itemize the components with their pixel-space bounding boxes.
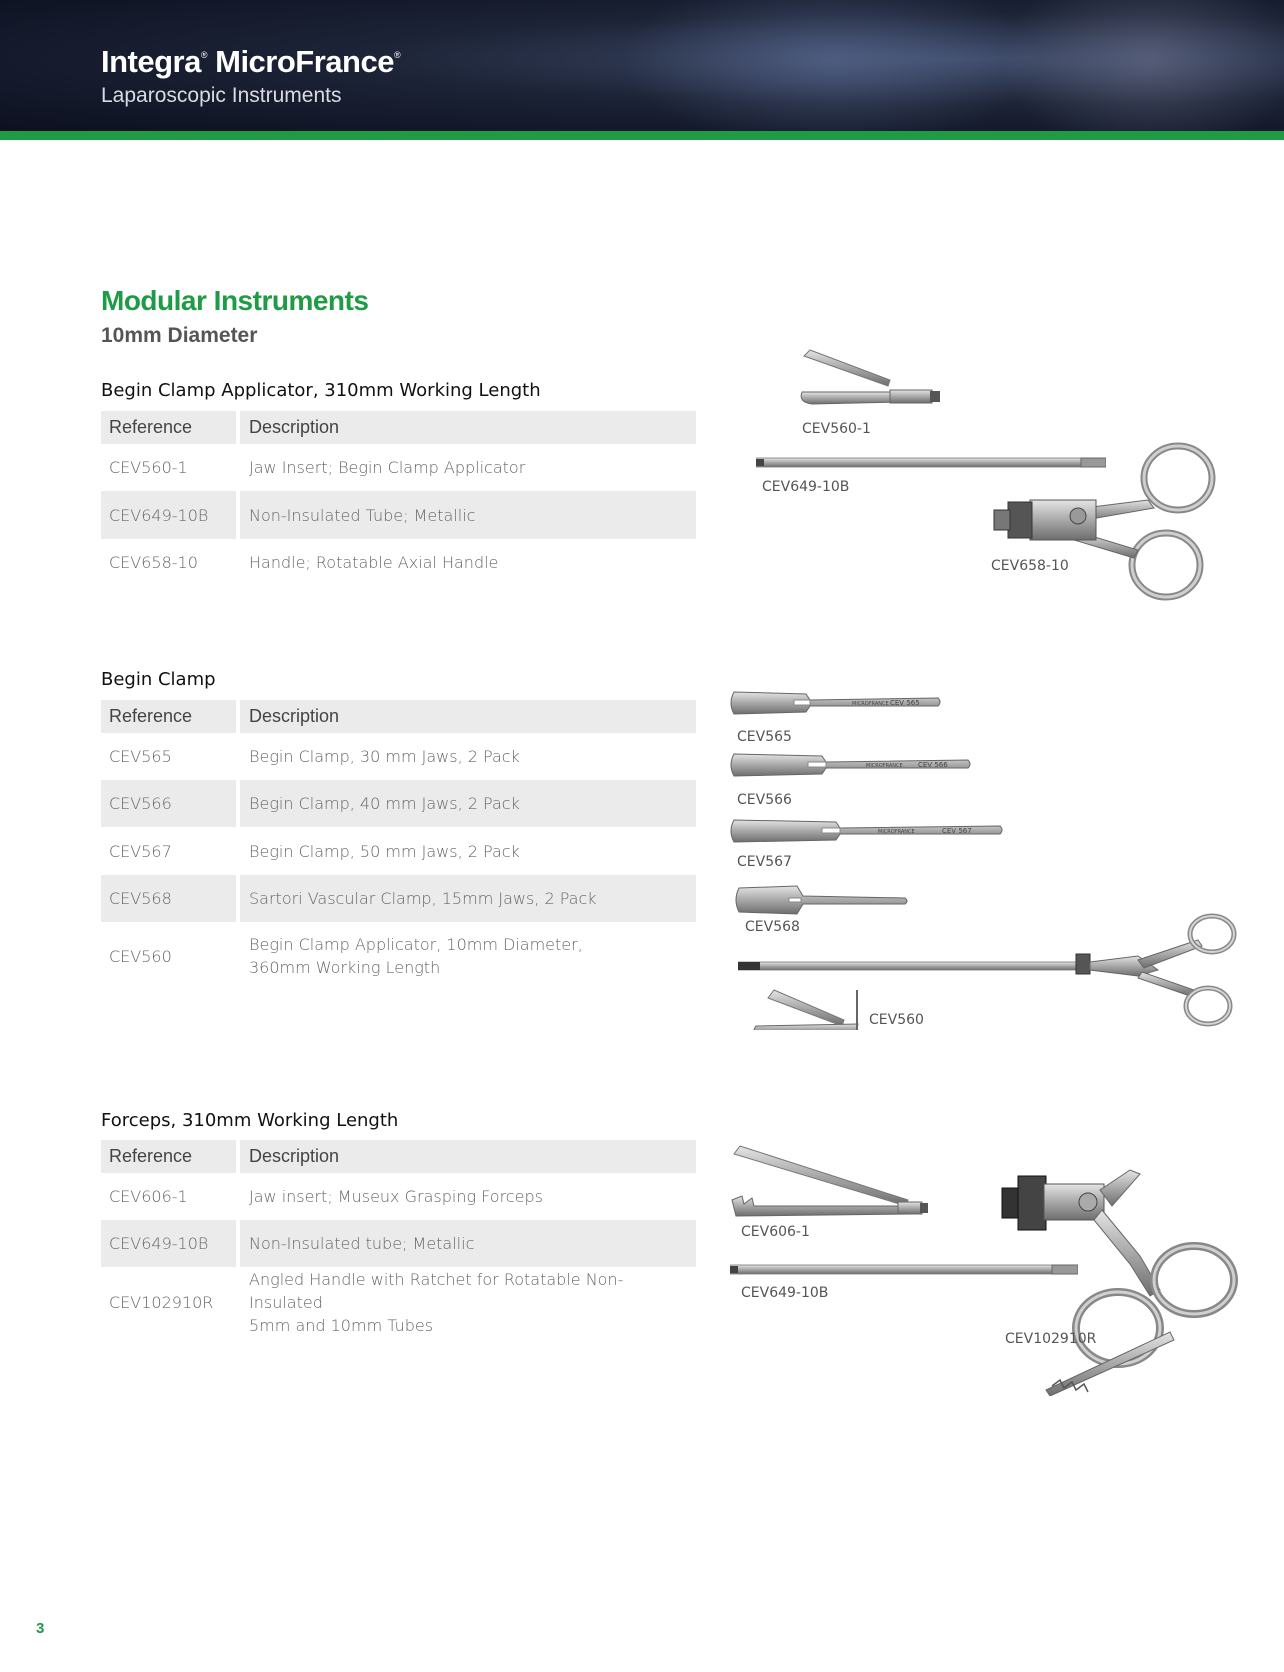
table-row (101, 922, 696, 990)
jaw-insert-image (790, 340, 950, 415)
engraving-text: MICROFRANCE (878, 829, 915, 835)
product-table (101, 1140, 696, 1337)
product-table (101, 411, 696, 586)
table-row (101, 875, 696, 922)
reference-cell: CEV649-10B (101, 1220, 240, 1267)
reference-cell: CEV649-10B (101, 491, 240, 539)
reference-cell: CEV560 (101, 922, 240, 990)
description-cell: Sartori Vascular Clamp, 15mm Jaws, 2 Pack (249, 889, 597, 908)
table-header-row (101, 700, 696, 733)
group-title: Begin Clamp (101, 669, 216, 690)
group-title: Forceps, 310mm Working Length (101, 1110, 399, 1131)
column-header-reference: Reference (101, 1140, 240, 1173)
forceps-jaw-image (728, 1144, 934, 1220)
table-row (101, 733, 696, 780)
reference-cell: CEV565 (101, 733, 240, 780)
description-cell: Begin Clamp, 50 mm Jaws, 2 Pack (249, 841, 520, 861)
clamp-cev565-image (726, 690, 942, 716)
column-header-description: Description (249, 706, 340, 726)
table-row (101, 1220, 696, 1267)
description-cell (240, 1267, 696, 1337)
clamp-cev566-image (726, 752, 972, 778)
engraving-text: MICROFRANCE (852, 701, 889, 707)
engraving-text: CEV 567 (942, 827, 972, 835)
table-header-row (101, 1140, 696, 1173)
reference-cell: CEV560-1 (101, 444, 240, 491)
page-number: 3 (36, 1620, 45, 1637)
image-caption: CEV606-1 (741, 1224, 810, 1240)
clamp-applicator-image (738, 910, 1248, 1030)
registered-mark: ® (393, 50, 401, 60)
description-cell: Jaw insert; Museux Grasping Forceps (249, 1187, 543, 1206)
table-row (101, 1267, 696, 1337)
handle-image (988, 440, 1228, 605)
reference-cell: CEV568 (101, 875, 240, 922)
image-caption: CEV566 (737, 792, 792, 808)
header-glow (620, 0, 1040, 131)
angled-handle-image (990, 1160, 1250, 1396)
header-subtitle: Laparoscopic Instruments (101, 84, 342, 107)
product-table (101, 700, 696, 990)
description-line: 360mm Working Length (249, 958, 441, 977)
column-header-description: Description (249, 1146, 340, 1166)
reference-cell: CEV606-1 (101, 1173, 240, 1220)
image-caption: CEV102910R (1005, 1331, 1097, 1347)
table-row (101, 491, 696, 539)
registered-mark: ® (200, 50, 207, 60)
image-caption: CEV649-10B (762, 479, 850, 495)
brand-name-microfrance: MicroFrance (215, 44, 394, 79)
description-line: Angled Handle with Ratchet for Rotatable Non-Insulated (249, 1269, 624, 1312)
table-row (101, 1173, 696, 1220)
engraving-text: MICROFRANCE (866, 763, 903, 769)
brand-name-integra: Integra (101, 44, 201, 79)
description-line: Begin Clamp Applicator, 10mm Diameter, (249, 935, 583, 954)
reference-cell: CEV567 (101, 827, 240, 875)
brand-logo (101, 44, 400, 80)
table-row (101, 780, 696, 827)
reference-cell: CEV658-10 (101, 539, 240, 586)
description-cell: Non-Insulated tube; Metallic (249, 1234, 475, 1253)
header-divider (0, 131, 1284, 140)
description-cell: Begin Clamp, 40 mm Jaws, 2 Pack (249, 794, 520, 813)
header-banner (0, 0, 1284, 131)
table-row (101, 539, 696, 586)
reference-cell: CEV102910R (101, 1267, 240, 1337)
column-header-reference: Reference (101, 700, 240, 733)
section-subtitle: 10mm Diameter (101, 324, 258, 347)
image-caption: CEV568 (745, 919, 800, 935)
image-caption: CEV567 (737, 854, 792, 870)
image-caption: CEV560 (869, 1012, 924, 1028)
image-caption: CEV565 (737, 729, 792, 745)
engraving-text: CEV 565 (890, 699, 920, 707)
image-caption: CEV560-1 (802, 421, 871, 437)
column-header-description: Description (249, 417, 340, 437)
description-cell: Non-Insulated Tube; Metallic (249, 505, 476, 525)
table-header-row (101, 411, 696, 444)
section-title: Modular Instruments (101, 285, 369, 316)
column-header-reference: Reference (101, 411, 240, 444)
description-cell: Begin Clamp, 30 mm Jaws, 2 Pack (249, 747, 520, 766)
header-glow (1000, 0, 1284, 131)
table-row (101, 827, 696, 875)
description-cell: Handle; Rotatable Axial Handle (249, 553, 499, 572)
description-line: 5mm and 10mm Tubes (249, 1315, 434, 1335)
group-title: Begin Clamp Applicator, 310mm Working Length (101, 380, 541, 401)
clamp-cev567-image (726, 818, 1004, 844)
image-caption: CEV658-10 (991, 558, 1069, 574)
table-row (101, 444, 696, 491)
reference-cell: CEV566 (101, 780, 240, 827)
image-caption: CEV649-10B (741, 1285, 829, 1301)
description-cell: Jaw Insert; Begin Clamp Applicator (249, 458, 526, 477)
description-cell (240, 922, 696, 990)
engraving-text: CEV 566 (918, 761, 948, 769)
